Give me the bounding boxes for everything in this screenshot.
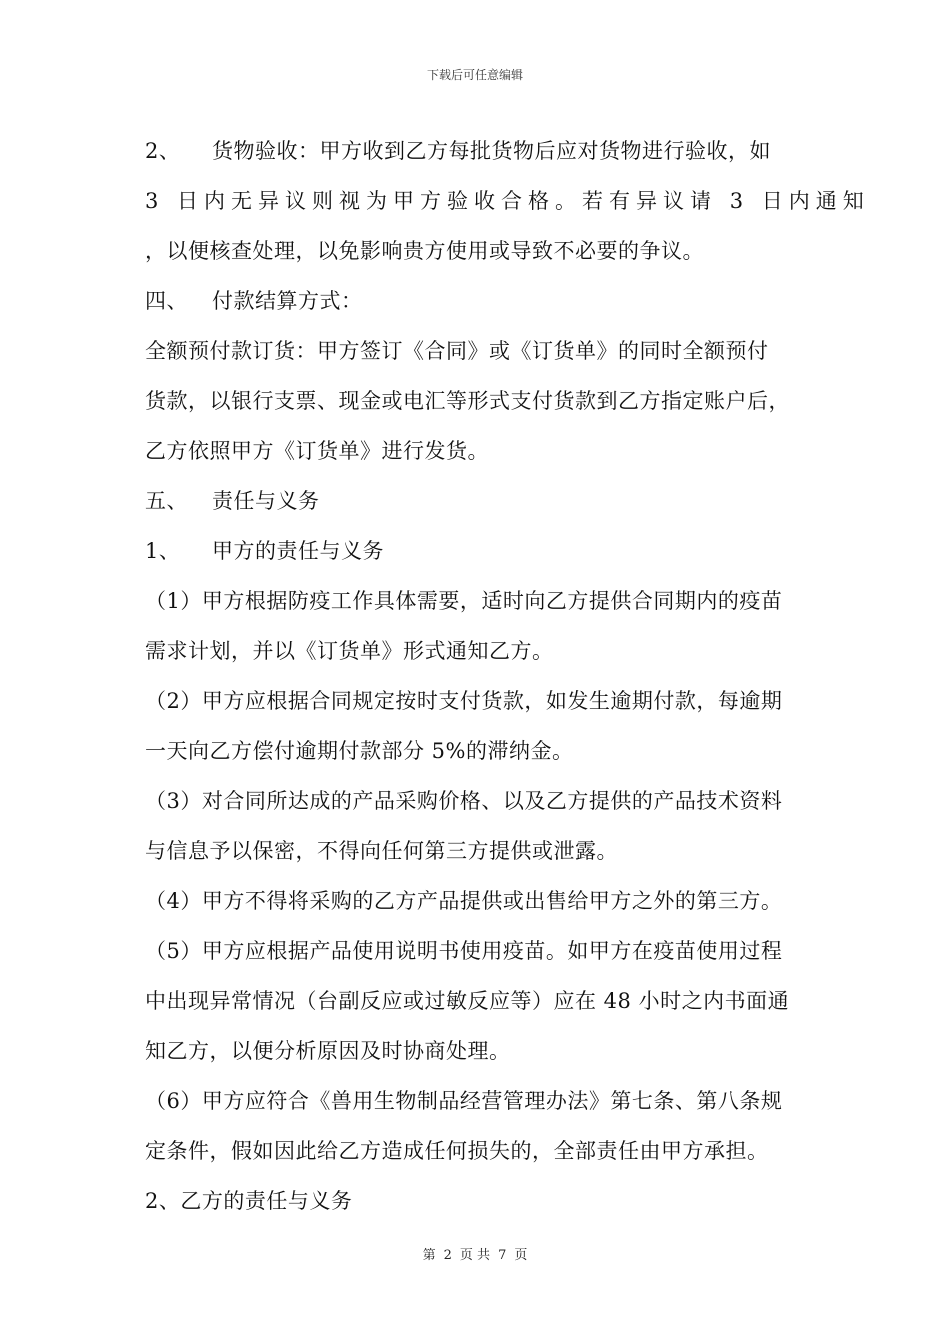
text-line: 3 日内无异议则视为甲方验收合格。若有异议请 3 日内通知 (145, 189, 870, 213)
total-pages-number: 7 (498, 1248, 507, 1263)
section-heading (145, 481, 815, 531)
text-line: 全额预付款订货：甲方签订《合同》或《订货单》的同时全额预付 (145, 339, 769, 363)
text-line: 知乙方，以便分析原因及时协商处理。 (145, 1039, 511, 1063)
section-title: 付款结算方式： (212, 289, 363, 313)
section-number: 四、 (145, 289, 188, 313)
clause-line (145, 131, 815, 181)
text-line: （2）甲方应根据合同规定按时支付货款，如发生逾期付款，每逾期 (145, 689, 783, 713)
text-line: ，以便核查处理，以免影响贵方使用或导致不必要的争议。 (145, 239, 704, 263)
subsection-number: 1、 (145, 539, 181, 563)
text-line: （1）甲方根据防疫工作具体需要，适时向乙方提供合同期内的疫苗 (145, 589, 783, 613)
text-line: （4）甲方不得将采购的乙方产品提供或出售给甲方之外的第三方。 (145, 889, 783, 913)
section-title: 责任与义务 (212, 489, 320, 513)
footer-prefix: 第 (422, 1248, 436, 1263)
current-page-number: 2 (443, 1248, 452, 1263)
section-number: 五、 (145, 489, 188, 513)
document-body (145, 131, 870, 1231)
text-line: （6）甲方应符合《兽用生物制品经营管理办法》第七条、第八条规 (145, 1089, 783, 1113)
text-line: 与信息予以保密，不得向任何第三方提供或泄露。 (145, 839, 618, 863)
section-heading (145, 281, 815, 331)
text-line: 需求计划，并以《订货单》形式通知乙方。 (145, 639, 554, 663)
subsection-heading (145, 531, 815, 581)
footer-middle: 页 共 (459, 1248, 491, 1263)
text-line: 中出现异常情况（台副反应或过敏反应等）应在 48 小时之内书面通 (145, 989, 790, 1013)
subsection-heading: 2、乙方的责任与义务 (145, 1189, 353, 1213)
text-line: （3）对合同所达成的产品采购价格、以及乙方提供的产品技术资料 (145, 789, 783, 813)
text-line: 一天向乙方偿付逾期付款部分 5%的滞纳金。 (145, 739, 574, 763)
page-footer (0, 1244, 950, 1263)
footer-suffix: 页 (514, 1248, 528, 1263)
subsection-title: 甲方的责任与义务 (212, 539, 384, 563)
clause-text: 货物验收：甲方收到乙方每批货物后应对货物进行验收，如 (212, 139, 771, 163)
text-line: （5）甲方应根据产品使用说明书使用疫苗。如甲方在疫苗使用过程 (145, 939, 783, 963)
page-header: 下载后可任意编辑 (426, 68, 523, 82)
text-line: 乙方依照甲方《订货单》进行发货。 (145, 439, 489, 463)
text-line: 定条件，假如因此给乙方造成任何损失的，全部责任由甲方承担。 (145, 1139, 769, 1163)
text-line: 货款，以银行支票、现金或电汇等形式支付货款到乙方指定账户后， (145, 389, 790, 413)
clause-number: 2、 (145, 139, 181, 163)
